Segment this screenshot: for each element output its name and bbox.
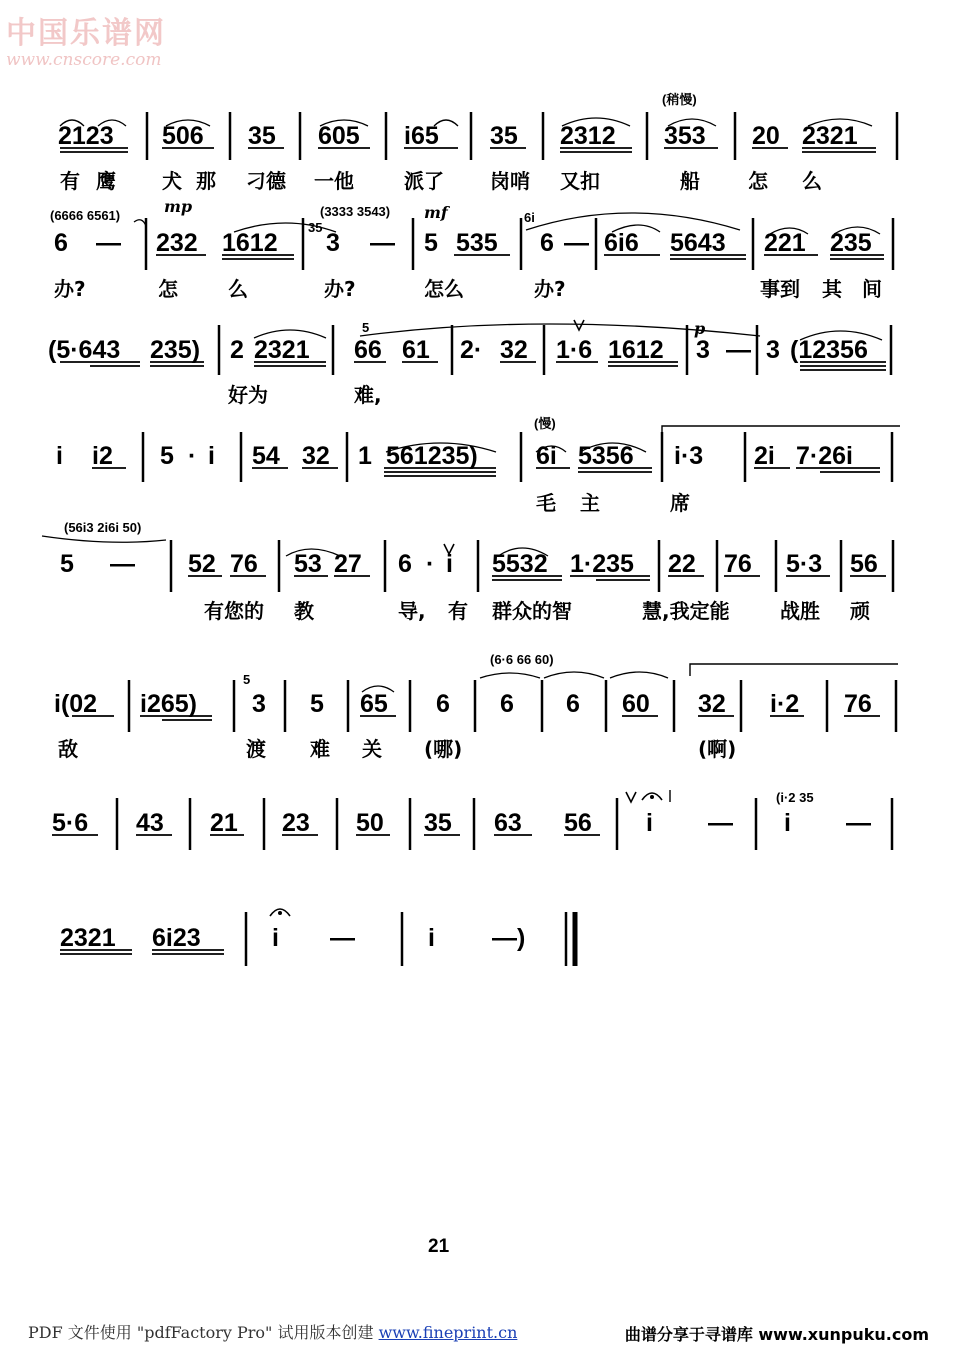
lyric: 好为 [228,383,268,407]
note: 2312 [560,122,616,150]
ornament: (6666 6561) [50,208,121,223]
note: 506 [162,122,204,150]
lyric: 敌 [58,737,78,761]
note: 22 [668,550,696,578]
lyric: 怎 [748,169,768,193]
note: — [96,229,121,257]
note: 353 [664,122,706,150]
lyric: 么 [802,169,822,193]
note: i2 [92,442,113,470]
note: i [784,809,791,837]
lyric: 办? [54,277,86,301]
note: —) [492,924,526,952]
note: 5643 [670,229,726,257]
lyric: 么 [228,277,248,301]
note: 232 [156,229,198,257]
lyric: 难 [310,737,330,761]
note: 6 [500,690,514,718]
note: 3 [696,336,710,364]
note: 60 [622,690,650,718]
lyric: 派了 [404,169,444,193]
lyric: 事到 [760,277,800,301]
note: 5 [310,690,324,718]
lyric: 那 [196,169,216,193]
note: 23 [282,809,310,837]
ornament: (i·2 35 [776,790,814,805]
note: 3 [326,229,340,257]
lyric: 有 [448,599,468,623]
note: 6 [398,550,412,578]
lyric: (啊) [698,737,737,761]
ornament: (56i3 2i6i 50) [64,520,142,535]
lyric: 间 [862,277,882,301]
lyric: 有 [60,169,80,193]
note: 6 [540,229,554,257]
note: i(02 [54,690,98,718]
note: 5356 [578,442,634,470]
note: 65 [360,690,388,718]
note: 54 [252,442,280,470]
note: i65 [404,122,439,150]
note: 2· [460,336,483,364]
note: 20 [752,122,780,150]
note: 35 [248,122,276,150]
lyric: 慧,我定能 [642,599,730,623]
ornament: (6·6 66 60) [490,652,554,667]
lyric: 船 [680,169,700,193]
dynamic-mark: mf [424,203,448,222]
lyric: 导, [398,599,426,623]
note: — [370,229,395,257]
note: i [428,924,435,952]
note: 5·3 [786,550,823,578]
note: 1612 [608,336,664,364]
note: 50 [356,809,384,837]
note: 76 [230,550,258,578]
note: 27 [334,550,362,578]
tempo-mark: (稍慢) [662,92,697,107]
note: 6 [436,690,450,718]
lyric: (哪) [424,737,463,761]
note: · [426,550,435,578]
note: 221 [764,229,806,257]
note: i265) [140,690,197,718]
note: 2321 [802,122,858,150]
note: i [272,924,279,952]
note: 35 [490,122,518,150]
lyric: 教 [294,599,314,623]
note: 21 [210,809,238,837]
note: 76 [724,550,752,578]
note: — [726,336,751,364]
note: 2i [754,442,775,470]
note: 53 [294,550,322,578]
note: 6 [54,229,68,257]
grace-note: 6i [524,210,535,225]
grace-note: 5 [243,672,251,687]
note: — [846,809,871,837]
note: — [708,809,733,837]
watermark-url: www.cnscore.com [6,50,162,70]
footer-left [28,1320,517,1343]
lyric: 顽 [850,599,870,623]
note: 61 [402,336,430,364]
note: 2 [230,336,244,364]
note: 6i [536,442,557,470]
note: i·2 [770,690,800,718]
lyric: 办? [534,277,566,301]
lyric: 一他 [314,169,354,193]
footer-pdf-note: PDF 文件使用 "pdfFactory Pro" 试用版本创建 [28,1323,374,1342]
page-number: 21 [428,1236,450,1257]
note: 52 [188,550,216,578]
note: 6i6 [604,229,639,257]
lyric: 渡 [246,737,266,761]
grace-note: 35 [308,220,323,235]
note: 605 [318,122,360,150]
note: 5·6 [52,809,89,837]
note: 7·26i [796,442,853,470]
note: 56 [850,550,878,578]
note: 1·6 [556,336,593,364]
footer-link[interactable]: www.fineprint.cn [378,1323,518,1342]
note: 6i23 [152,924,201,952]
note: 76 [844,690,872,718]
fermata-dots [278,795,654,915]
note: 235) [150,336,201,364]
note: 3 [766,336,780,364]
lyric: 岗哨 [490,169,530,193]
grace-note: 5 [362,320,370,335]
note: · [188,442,197,470]
note: (5·643 [48,336,121,364]
note: 5 [160,442,174,470]
lyric: 群众的智 [492,599,572,623]
lyric: 毛 [536,491,556,515]
note: 66 [354,336,382,364]
lyric: 鹰 [96,169,116,193]
lyric: 刁德 [246,169,286,193]
note: 5 [424,229,438,257]
dynamic-mark: mp [164,197,193,216]
note: 2321 [254,336,310,364]
note: 1612 [222,229,278,257]
note: 56 [564,809,592,837]
lyric: 犬 [162,169,182,193]
ornament: (3333 3543) [320,204,391,219]
lyric: 席 [670,491,690,515]
footer-right: 曲谱分享于寻谱库 www.xunpuku.com [624,1325,929,1344]
beams [52,148,886,954]
note: 235 [830,229,872,257]
note: 5532 [492,550,548,578]
note: 2321 [60,924,116,952]
lyric: 办? [324,277,356,301]
note: 35 [424,809,452,837]
note: — [330,924,355,952]
note: 32 [500,336,528,364]
note: i [446,550,453,578]
lyric: 主 [580,491,600,515]
note: (12356 [790,336,868,364]
note: 3 [252,690,266,718]
watermark-title: 中国乐谱网 [6,16,166,51]
lyric: 难, [354,383,382,407]
note: 43 [136,809,164,837]
note: — [110,550,135,578]
note: 2123 [58,122,114,150]
lyric: 怎 [158,277,178,301]
dynamic-mark: p [694,319,706,338]
lyric: 怎么 [424,277,464,301]
note: i [208,442,215,470]
lyric: 关 [362,737,382,761]
note: i [646,809,653,837]
note: 6 [566,690,580,718]
note: 535 [456,229,498,257]
note: 63 [494,809,522,837]
note: 1·235 [570,550,634,578]
note: 32 [302,442,330,470]
tempo-mark: (慢) [534,416,556,431]
note: 1 [358,442,372,470]
lyric: 其 [822,277,842,301]
note: i [56,442,63,470]
note: — [564,229,589,257]
lyric: 战胜 [780,599,820,623]
note: 561235) [386,442,478,470]
lyric: 有您的 [204,599,264,623]
note: 32 [698,690,726,718]
note: i·3 [674,442,704,470]
note: 5 [60,550,74,578]
lyric: 又扣 [560,169,600,193]
